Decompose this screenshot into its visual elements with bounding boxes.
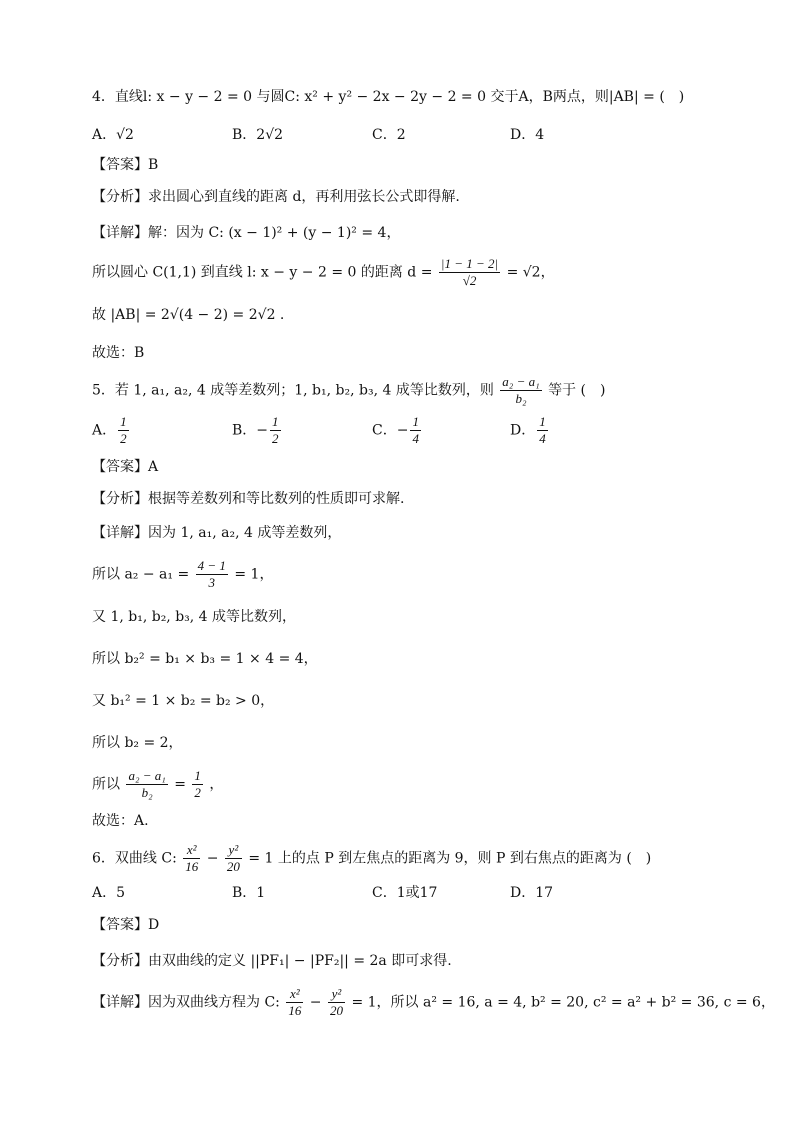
q4-distance-numerator: |1 − 1 − 2|: [440, 256, 499, 271]
q5-detail-7: [92, 768, 223, 801]
q6-option-c: C．1或17: [372, 885, 438, 901]
q5-option-c-fraction: [410, 414, 421, 447]
q6-stem-fraction-x-num: x²: [183, 842, 200, 859]
q6-detail-fraction-x: [286, 986, 303, 1019]
q5-choose: 故选：A.: [92, 813, 149, 829]
q4-option-c: C．2: [372, 127, 406, 143]
q5-stem-post: 等于 ( ): [548, 382, 606, 399]
q6-stem-fraction-y-den: 20: [226, 859, 240, 874]
q5-option-b-numerator: 1: [272, 414, 279, 429]
q5-detail-1: 【详解】因为 1, a₁, a₂, 4 成等差数列，: [92, 525, 342, 541]
q5-option-b-denominator: 2: [272, 431, 279, 446]
q4-detail-2: [92, 256, 555, 289]
q5-detail-7-equals: =: [174, 776, 186, 793]
q4-analysis: 【分析】求出圆心到直线的距离 d，再利用弦长公式即得解.: [92, 189, 460, 205]
q6-stem-fraction-x-den: 16: [185, 859, 199, 874]
q4-distance-fraction: [439, 256, 500, 289]
q5-option-b-prefix: B．: [232, 422, 257, 439]
q5-detail-2-pre: 所以 a₂ − a₁ =: [92, 566, 190, 583]
q4-detail-2-pre: 所以圆心 C(1,1) 到直线 l: x − y − 2 = 0 的距离 d =: [92, 264, 433, 281]
q6-stem-fraction-y: [225, 842, 242, 875]
q5-option-d-fraction: [537, 414, 548, 447]
q6-detail-fraction-y: [328, 986, 345, 1019]
q6-option-b: B．1: [232, 885, 266, 901]
q5-option-a: [92, 414, 131, 447]
q4-choose: 故选：B: [92, 345, 145, 361]
q6-detail: [92, 986, 775, 1019]
q5-option-c-prefix: C．: [372, 422, 397, 439]
q5-stem-pre: 5．若 1, a₁, a₂, 4 成等差数列；1, b₁, b₂, b₃, 4 成等比数列，则: [92, 382, 494, 399]
q5-option-c-denominator: 4: [412, 431, 419, 446]
q5-option-a-denominator: 2: [120, 431, 127, 446]
q6-option-d: D．17: [510, 885, 554, 901]
q6-stem-post: = 1 上的点 P 到左焦点的距离为 9，则 P 到右焦点的距离为 ( ): [248, 850, 652, 867]
q5-detail-7-fraction-2: [192, 768, 203, 801]
q6-detail-fraction-y-num: y²: [328, 986, 345, 1003]
q5-detail-7-denominator-1: b₂: [141, 785, 153, 800]
q5-option-c-sign: −: [396, 422, 409, 439]
q5-option-d-denominator: 4: [539, 431, 546, 446]
q5-option-a-prefix: A．: [92, 422, 117, 439]
q5-option-c: [372, 414, 423, 447]
q6-stem-fraction-x: [183, 842, 200, 875]
q5-detail-2-denominator: 3: [208, 575, 216, 590]
q6-detail-fraction-x-den: 16: [288, 1003, 302, 1018]
q5-detail-2: [92, 558, 273, 591]
q6-stem-fraction-y-num: y²: [225, 842, 242, 859]
q5-detail-7-numerator-2: 1: [194, 768, 201, 783]
q6-detail-minus: −: [309, 994, 322, 1011]
q5-detail-7-post: ，: [209, 776, 224, 793]
q4-stem: 4．直线l: x − y − 2 = 0 与圆C: x² + y² − 2x − 2y − 2 = 0 交于A，B两点，则|AB| = ( ): [92, 89, 685, 105]
q5-option-a-fraction: [118, 414, 129, 447]
q4-detail-1: 【详解】解：因为 C: (x − 1)² + (y − 1)² = 4，: [92, 225, 401, 241]
q5-option-d-numerator: 1: [539, 414, 546, 429]
q6-option-a: A．5: [92, 885, 126, 901]
q5-stem-denominator: b₂: [515, 391, 527, 406]
q5-analysis: 【分析】根据等差数列和等比数列的性质即可求解.: [92, 491, 405, 507]
q6-detail-pre: 【详解】因为双曲线方程为 C:: [92, 994, 280, 1011]
q5-detail-7-denominator-2: 2: [194, 785, 201, 800]
q5-detail-2-numerator: 4 − 1: [197, 558, 226, 573]
q5-option-d: [510, 414, 550, 447]
q5-option-b-fraction: [270, 414, 281, 447]
q6-detail-post: = 1，所以 a² = 16, a = 4, b² = 20, c² = a² + b² = 36, c = 6，: [351, 994, 775, 1011]
q5-detail-7-numerator-1: a₂ − a₁: [128, 768, 166, 783]
q5-stem-numerator: a₂ − a₁: [502, 374, 540, 389]
q4-answer: 【答案】B: [92, 157, 159, 173]
q6-stem: [92, 842, 651, 875]
q6-analysis: 【分析】由双曲线的定义 ||PF₁| − |PF₂|| = 2a 即可求得.: [92, 953, 452, 969]
q4-detail-3: 故 |AB| = 2√(4 − 2) = 2√2 .: [92, 307, 285, 323]
q5-detail-7-fraction-1: [126, 768, 167, 801]
q5-option-b-sign: −: [256, 422, 269, 439]
q4-option-a: A．√2: [92, 127, 134, 143]
q6-stem-minus: −: [206, 850, 219, 867]
q5-option-a-numerator: 1: [120, 414, 127, 429]
q5-stem-fraction: [500, 374, 541, 407]
q4-option-d: D．4: [510, 127, 545, 143]
q5-option-c-numerator: 1: [412, 414, 419, 429]
q5-option-d-prefix: D．: [510, 422, 536, 439]
q5-detail-2-fraction: [196, 558, 228, 591]
q4-distance-denominator: √2: [462, 273, 477, 288]
q5-detail-4: 所以 b₂² = b₁ × b₃ = 1 × 4 = 4，: [92, 651, 318, 667]
q6-detail-fraction-y-den: 20: [329, 1003, 343, 1018]
q5-option-b: [232, 414, 283, 447]
q5-detail-6: 所以 b₂ = 2，: [92, 735, 183, 751]
q5-detail-3: 又 1, b₁, b₂, b₃, 4 成等比数列，: [92, 609, 297, 625]
q5-stem: [92, 374, 605, 407]
q5-detail-7-pre: 所以: [92, 776, 120, 793]
q5-detail-2-post: = 1，: [234, 566, 274, 583]
q6-detail-fraction-x-num: x²: [286, 986, 303, 1003]
q4-detail-2-post: = √2，: [506, 264, 555, 281]
q4-option-b: B．2√2: [232, 127, 284, 143]
q6-stem-pre: 6．双曲线 C:: [92, 850, 177, 867]
q5-detail-5: 又 b₁² = 1 × b₂ = b₂ > 0，: [92, 693, 275, 709]
q6-answer: 【答案】D: [92, 917, 160, 933]
q5-answer: 【答案】A: [92, 459, 159, 475]
